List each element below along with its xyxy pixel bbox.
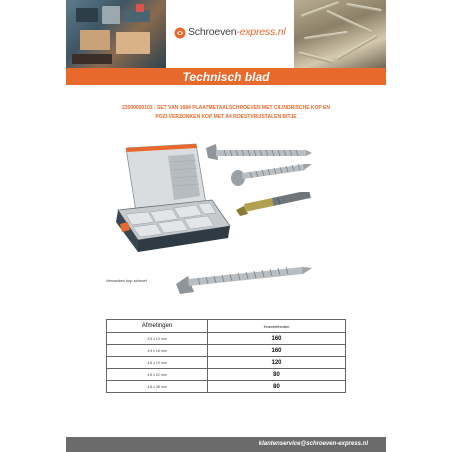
cell-dimension: 4,8 x 22 mm	[107, 369, 208, 381]
product-title	[66, 104, 386, 122]
cell-dimension: 3,5 x 13 mm	[107, 333, 208, 345]
table-row	[107, 333, 346, 345]
cell-quantity: 80	[208, 369, 346, 381]
table-row	[107, 345, 346, 357]
product-title-line2: POZI-VERZONKEN KOP MET A4 ROESTVRIJSTALEN BITJE	[155, 114, 297, 120]
screws-photo	[294, 0, 386, 68]
table-header-row	[107, 320, 346, 333]
cell-dimension: 4,8 x 19 mm	[107, 357, 208, 369]
header-quantities: Hoeveelheden	[208, 320, 346, 333]
countersunk-screw-image-2	[174, 266, 314, 296]
table-row	[107, 369, 346, 381]
datasheet-page	[66, 0, 386, 452]
dimensions-table	[106, 319, 346, 393]
support-email-link[interactable]: klantenservice@schroeven-express.nl	[258, 441, 368, 447]
table-row	[107, 357, 346, 369]
header-dimensions: Afmetingen	[107, 320, 208, 333]
cylinder-head-screw-image	[230, 162, 314, 188]
logo-text: Schroeven-express.nl	[188, 26, 286, 38]
screw-caption: Verzonken kop schroef	[106, 278, 147, 283]
cell-dimension: 4,8 x 38 mm	[107, 381, 208, 393]
title-bar	[66, 68, 386, 85]
table-row	[107, 381, 346, 393]
tools-photo	[66, 0, 166, 68]
countersunk-screw-image-1	[204, 142, 314, 164]
cell-quantity: 120	[208, 357, 346, 369]
footer-bar	[66, 437, 386, 452]
cell-quantity: 160	[208, 345, 346, 357]
cell-dimension: 3,9 x 16 mm	[107, 345, 208, 357]
page-title: Technisch blad	[182, 70, 270, 84]
header-banner	[66, 0, 386, 68]
logo	[166, 0, 294, 68]
product-title-line1: 23500000103 - SET VAN 1684 PLAATMETAALSCHROEVEN MET CILINDRISCHE KOP EN	[121, 105, 330, 111]
cell-quantity: 80	[208, 381, 346, 393]
cell-quantity: 160	[208, 333, 346, 345]
logo-swirl-icon	[174, 27, 186, 39]
screwdriver-bit-image	[234, 192, 314, 218]
